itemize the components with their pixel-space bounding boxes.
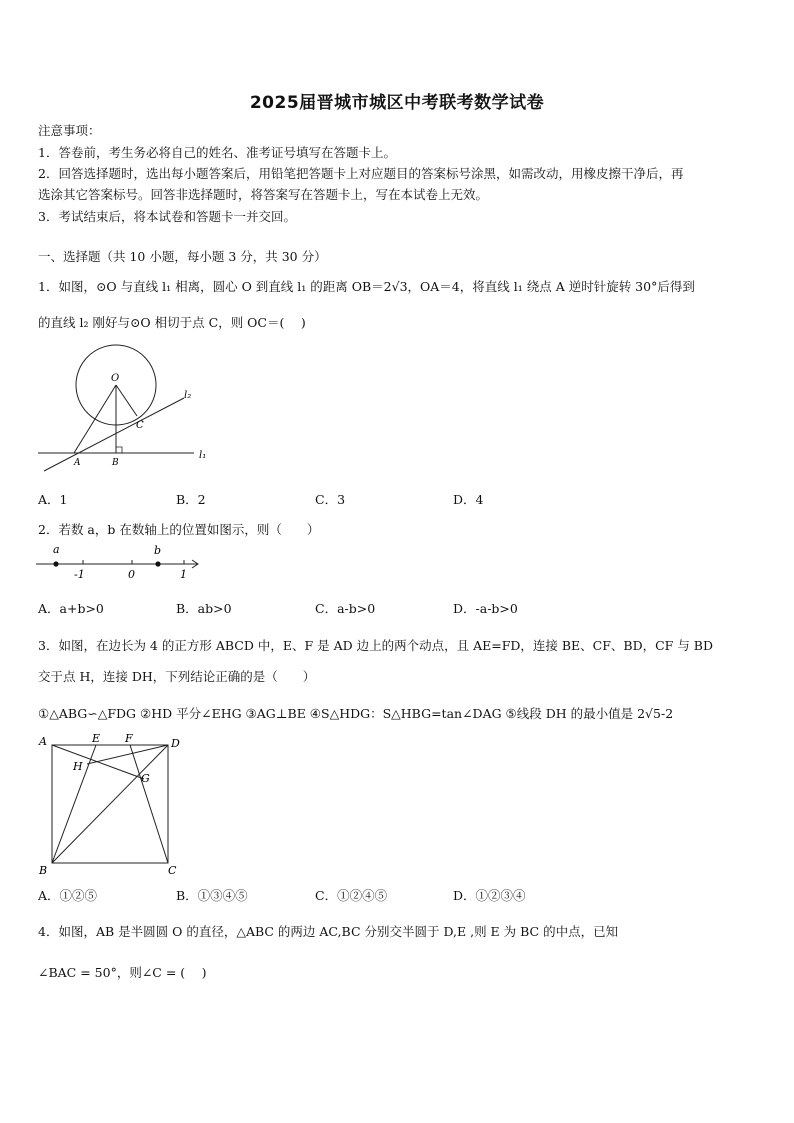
q1-text-line2: 的直线 l₂ 刚好与⊙O 相切于点 C，则 OC＝( ) [38,315,306,330]
q2-option-d[interactable]: D．-a-b>0 [453,601,518,616]
q1-option-a[interactable]: A．1 [38,492,68,507]
point-a [53,561,58,566]
tick-minus-1: -1 [74,568,85,581]
point-b [155,561,160,566]
label-b: B [39,864,48,877]
segment-oa [74,385,116,453]
section-heading: 一、选择题（共 10 小题，每小题 3 分，共 30 分） [38,249,327,264]
note-item: 3．考试结束后，将本试卷和答题卡一并交回。 [38,209,296,224]
label-e: E [92,732,101,745]
q4-text-line1: 4．如图，AB 是半圆圆 O 的直径，△ABC 的两边 AC,BC 分别交半圆于 D,E ,则 E 为 BC 的中点，已知 [38,924,619,939]
tick-0: 0 [128,568,135,581]
q1-figure [34,340,214,475]
label-g: G [141,772,150,785]
segment-bd [52,745,168,863]
label-b: B [112,458,119,468]
exam-title: 2025届晋城市城区中考联考数学试卷 [249,93,545,113]
q3-option-a[interactable]: A．①②⑤ [38,888,98,903]
label-a: a [53,543,60,556]
label-d: D [171,737,180,750]
q1-text-line1: 1．如图，⊙O 与直线 l₁ 相离，圆心 O 到直线 l₁ 的距离 OB＝2√3，OA＝4，将直线 l₁ 绕点 A 逆时针旋转 30°后得到 [38,279,695,294]
q4-text-line2: ∠BAC = 50°，则∠C = ( ) [38,965,207,980]
segment-oc [116,385,137,416]
right-angle-mark [116,447,122,453]
segment-dh [87,745,168,764]
note-item: 2．回答选择题时，选出每小题答案后，用铅笔把答题卡上对应题目的答案标号涂黑，如需改动，用橡皮擦干净后，再 [38,166,684,181]
segment-ag [52,745,144,779]
q3-text-line2: 交于点 H，连接 DH，下列结论正确的是（ ） [38,669,316,684]
segment-cf [130,745,168,863]
q3-text-line3: ①△ABG∽△FDG ②HD 平分∠EHG ③AG⊥BE ④S△HDG：S△HBG=tan∠DAG ⑤线段 DH 的最小值是 2√5-2 [38,706,674,721]
notes-heading: 注意事项： [38,123,101,138]
q3-figure [34,730,194,880]
note-item: 1．答卷前，考生务必将自己的姓名、准考证号填写在答题卡上。 [38,145,396,160]
label-f: F [125,732,133,745]
label-a: A [39,735,47,748]
q2-option-c[interactable]: C．a-b>0 [315,601,376,616]
label-h: H [73,760,83,773]
label-l2: l₂ [184,390,192,401]
label-c: C [168,864,177,877]
q2-option-a[interactable]: A．a+b>0 [38,601,104,616]
q2-option-b[interactable]: B．ab>0 [176,601,232,616]
q2-number-line [34,540,204,582]
label-b: b [154,544,162,557]
q3-option-b[interactable]: B．①③④⑤ [176,888,248,903]
q3-option-d[interactable]: D．①②③④ [453,888,526,903]
tick-1: 1 [180,568,187,581]
q3-option-c[interactable]: C．①②④⑤ [315,888,388,903]
note-item: 选涂其它答案标号。回答非选择题时，将答案写在答题卡上，写在本试卷上无效。 [38,187,489,202]
q2-text: 2．若数 a，b 在数轴上的位置如图示，则（ ） [38,522,320,537]
q1-option-c[interactable]: C．3 [315,492,346,507]
label-a: A [74,458,81,468]
label-o: O [111,373,120,384]
label-l1: l₁ [199,450,207,461]
label-c: C [136,420,144,431]
q1-option-d[interactable]: D．4 [453,492,484,507]
q3-text-line1: 3．如图，在边长为 4 的正方形 ABCD 中，E、F 是 AD 边上的两个动点，且 AE=FD，连接 BE、CF、BD，CF 与 BD [38,638,714,653]
q1-option-b[interactable]: B．2 [176,492,206,507]
